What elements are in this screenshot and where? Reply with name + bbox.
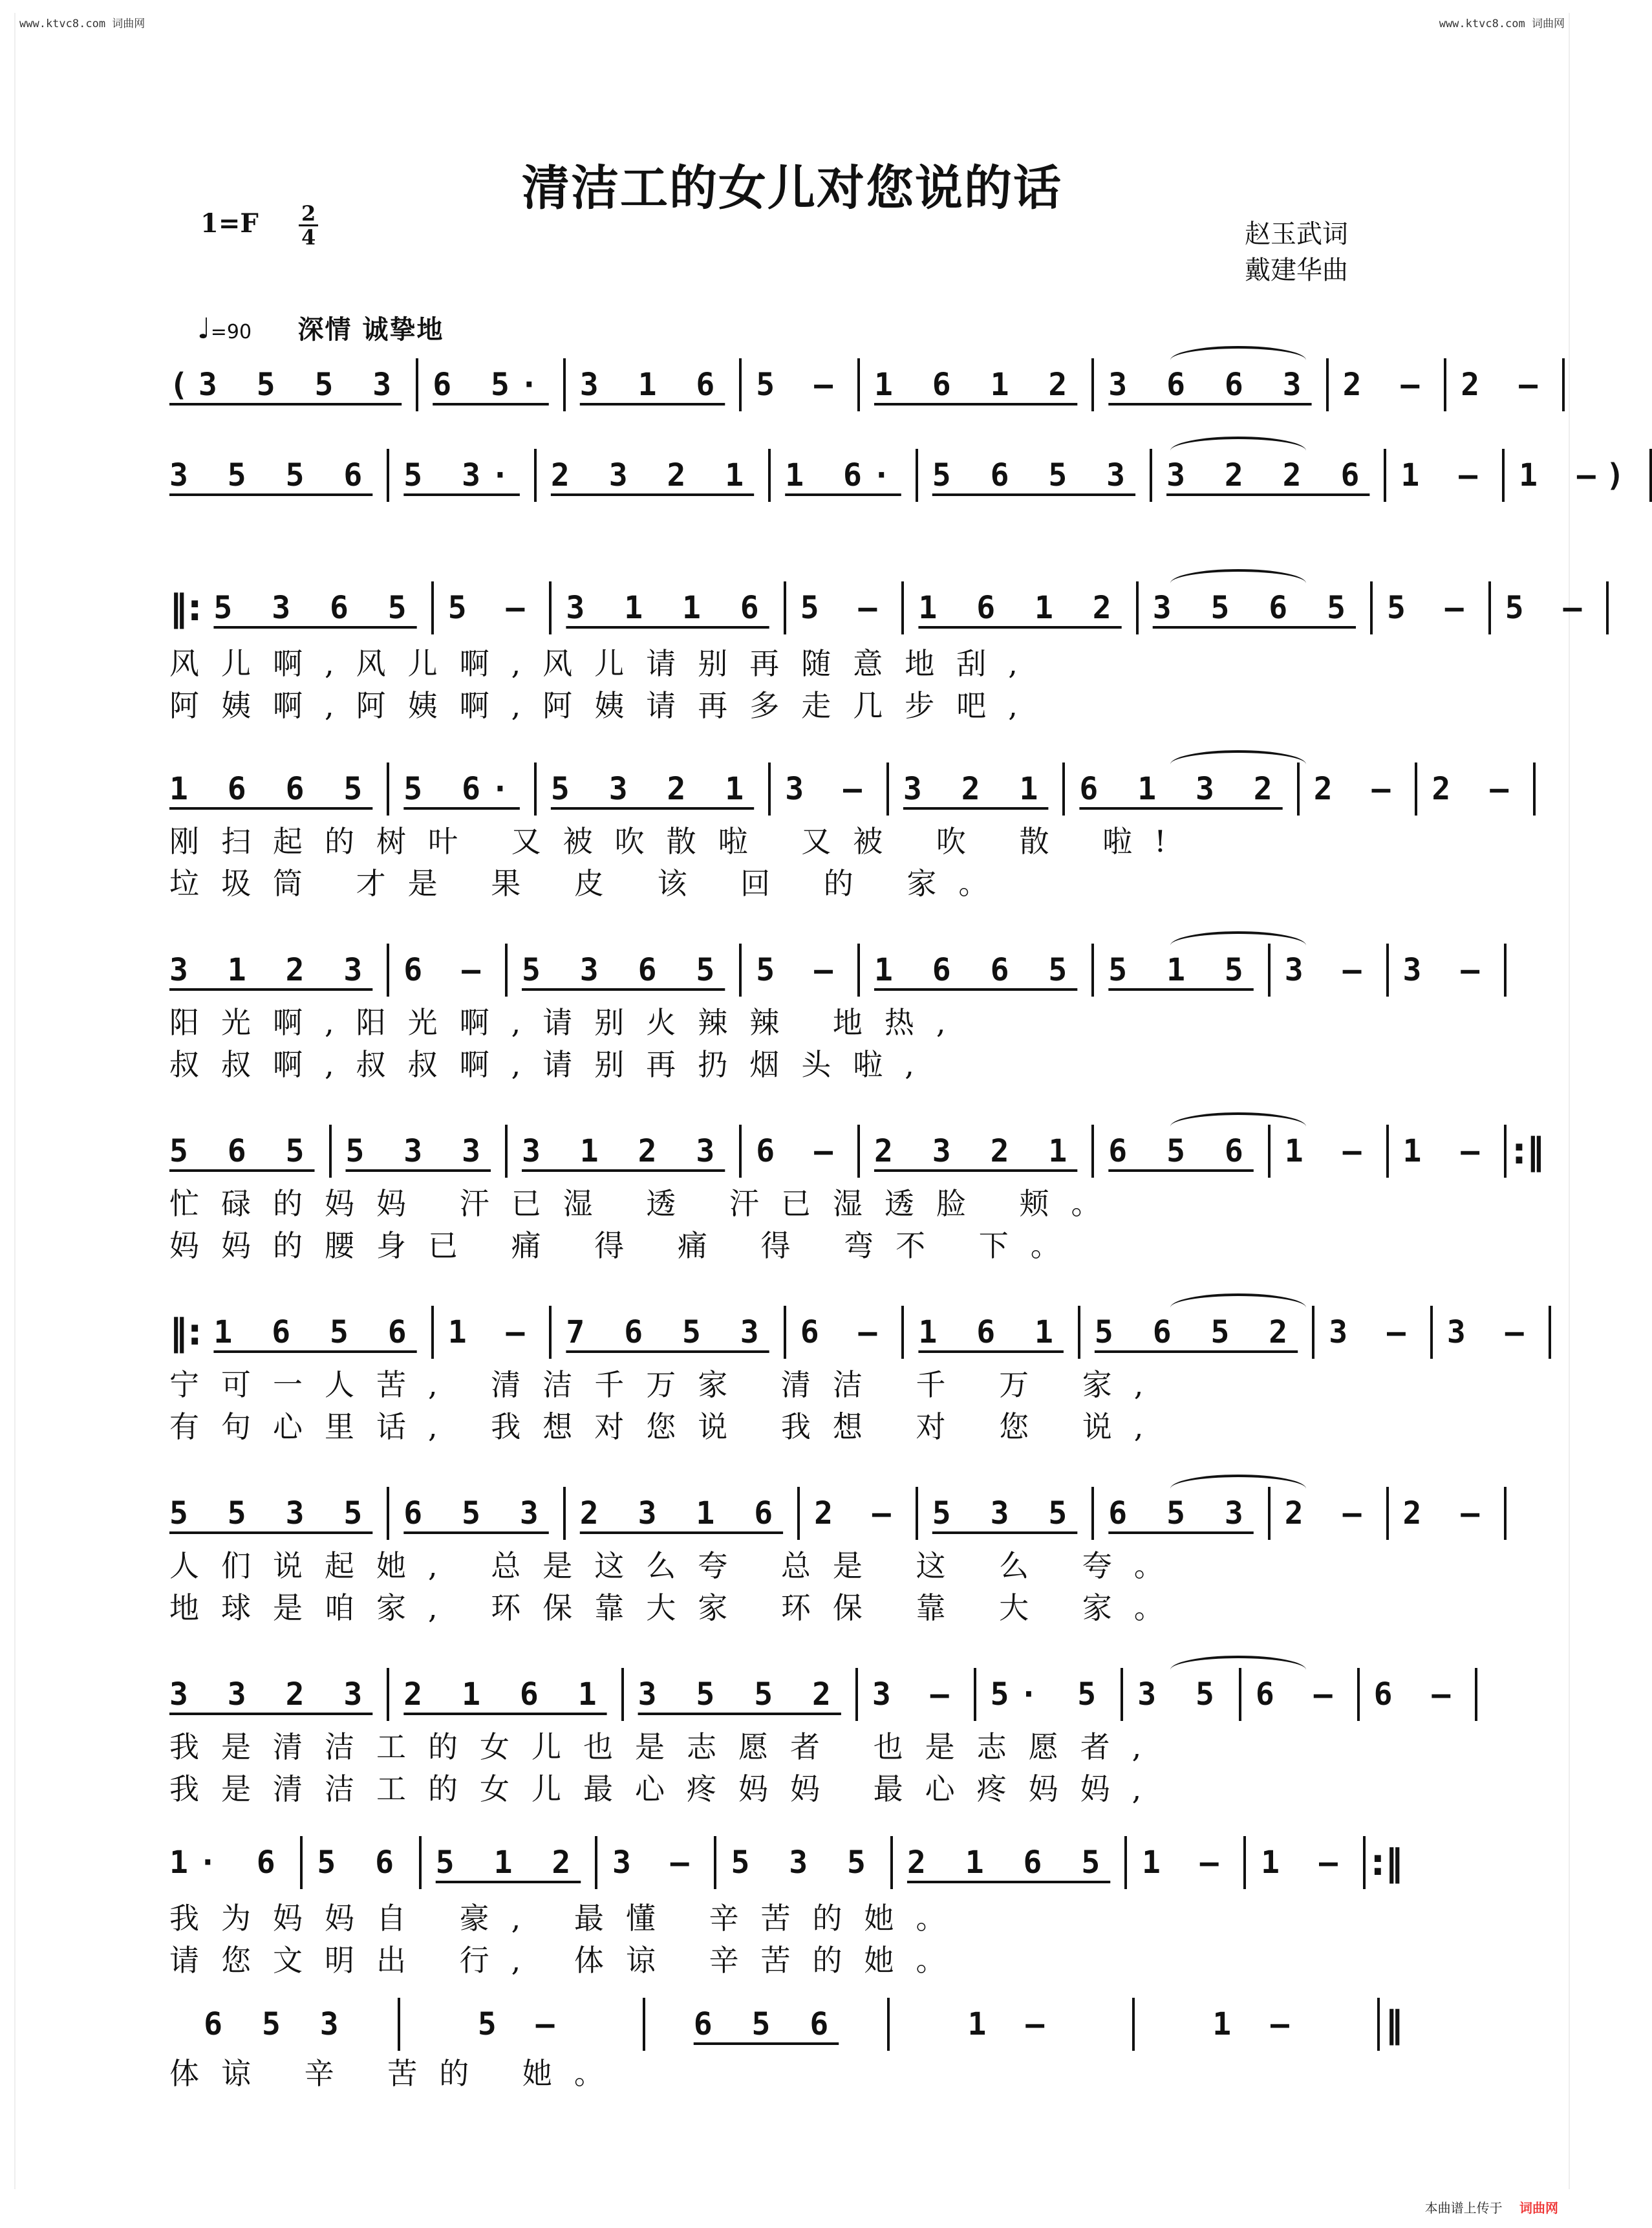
bar-line [886,762,889,816]
bar-line [1475,1668,1477,1721]
tempo-value: =90 [210,321,252,343]
measure: 3 2 1 [903,771,1049,807]
measure: 1 – [447,1314,535,1350]
measure: 2 3 2 1 [874,1133,1078,1169]
bar-line [1243,1836,1246,1889]
bar-line [1430,1306,1433,1359]
bar-line [857,358,860,411]
bar-line [1504,1125,1507,1178]
bar-line [595,1836,597,1889]
bar-line [387,1487,389,1540]
bar-line [329,1125,332,1178]
quarter-note-icon: ♩ [197,312,211,345]
bar-line [1357,1668,1360,1721]
bar-line [1062,762,1065,816]
measure: 1 6 1 2 [918,590,1122,626]
composer: 戴建华曲 [1245,255,1348,285]
bar-line [1502,449,1505,502]
lyric-line: 刚扫起的树叶 又被吹散啦 又被 吹 散 啦! [169,824,1188,859]
measure: 5 – [756,367,843,403]
measure: 3 5 [1137,1676,1225,1713]
bar-line [431,581,434,634]
tempo-marking [197,309,444,346]
measure: 5 3 2 1 [550,771,755,807]
bar-line [887,1998,890,2051]
footer-text: 本曲谱上传于 [1424,2200,1503,2216]
bar-line [1370,581,1373,634]
measure: 6 – [800,1314,888,1350]
measure: 2 – [1313,771,1401,807]
measure: 1 – [1141,1844,1229,1881]
measure: 6 5· [433,367,549,403]
left-margin-strip [0,13,16,2189]
measure: 5 3 6 5 [213,590,417,626]
bar-line [1091,1125,1094,1178]
bar-line [1533,762,1536,816]
measure: 2 1 6 5 [906,1844,1111,1881]
measure: 3 5 6 5 [1152,590,1356,626]
bar-line [1562,358,1565,411]
measure: 1 – [967,2006,1055,2042]
measure: 5 – [756,952,843,988]
measure: 3 – [1402,952,1490,988]
bar-line [768,762,771,816]
lyric-line: 妈妈的腰身已 痛 得 痛 得 弯不 下。 [169,1228,1082,1263]
bar-line [901,581,904,634]
measure: 5 6 5 2 [1094,1314,1298,1350]
bar-line [1363,1836,1366,1889]
measure: 2 1 6 1 [403,1676,607,1713]
lyric-line: 我是清洁工的女儿最心疼妈妈 最心疼妈妈, [169,1771,1164,1806]
bar-line [387,449,389,502]
measure: 6 5 3 [204,2006,349,2042]
bar-line [419,1836,422,1889]
bar-line [714,1836,716,1889]
measure: 3 – [1284,952,1372,988]
bar-line [1091,358,1094,411]
tie-slur [1170,437,1306,465]
measure: 6 5 3 [403,1495,549,1531]
bar-line [916,1487,918,1540]
measure: 2 – [1284,1495,1372,1531]
bar-line [1386,1125,1389,1178]
bar-line [784,1306,786,1359]
bar-line [534,449,537,502]
measure: 2 3 2 1 [550,457,755,493]
expression-marking: 深情 诚挚地 [297,315,444,345]
tie-slur [1170,346,1306,374]
measure: 3 – [1446,1314,1534,1350]
bar-line [505,944,508,997]
measure: 3 1 6 [579,367,725,403]
site-header-left[interactable]: www.ktvc8.com 词曲网 [19,17,145,30]
bar-line [387,944,389,997]
lyric-line: 体谅 辛 苦的 她。 [169,2056,626,2091]
measure: 6 – [756,1133,843,1169]
end-repeat-sign: :‖ [1512,1130,1545,1173]
score-row [169,1992,1415,2057]
bar-line [1384,449,1386,502]
measure: 1 – [1212,2006,1300,2042]
bar-line [549,1306,552,1359]
bar-line [901,1306,904,1359]
measure: 3 3 2 3 [169,1676,373,1713]
bar-line [1549,1306,1551,1359]
measure: 3 – [872,1676,960,1713]
bar-line [387,762,389,816]
measure: 3 2 2 6 [1166,457,1370,493]
tie-slur [1170,1293,1306,1322]
right-margin-strip [1569,13,1584,2189]
measure: 5 6 5 3 [932,457,1136,493]
measure: 1 – [1261,1844,1348,1881]
bar-line [1377,1998,1380,2051]
tie-slur [1170,1656,1306,1684]
measure: 3 1 2 3 [169,952,373,988]
measure: 1 6· [785,457,901,493]
measure: 5 – [1505,590,1593,626]
bar-line [1444,358,1446,411]
key-signature: 1=F [200,208,259,239]
measure: 1 6 1 2 [874,367,1078,403]
lyric-line: 阿姨啊,阿姨啊,阿姨请再多走几步吧, [169,688,1040,723]
measure: 6 – [403,952,491,988]
bar-line [387,1668,389,1721]
song-title: 清洁工的女儿对您说的话 [522,160,1062,216]
measure: 6 5 6 [693,2006,839,2042]
measure: 5 3 5 [731,1844,876,1881]
measure: 5 3 3 [345,1133,491,1169]
bar-line [1504,1487,1507,1540]
bar-line [1386,1487,1389,1540]
bar-line [1078,1306,1080,1359]
lyric-line: 宁可一人苦, 清洁千万家 清洁 千 万 家, [169,1367,1166,1402]
bar-line [534,762,537,816]
bar-line [643,1998,645,2051]
measure: 3 – [612,1844,700,1881]
measure: 5 5 3 5 [169,1495,373,1531]
bar-line [739,944,742,997]
measure: 1 6 5 6 [213,1314,417,1350]
measure: 1 –) [1519,457,1635,493]
footer-brand[interactable]: 词曲网 [1519,2200,1558,2216]
lyric-line: 我为妈妈自 豪, 最懂 辛苦的她。 [169,1901,968,1936]
bar-line [1606,581,1609,634]
measure: 5 – [1387,590,1474,626]
lyric-line: 请您文明出 行, 体谅 辛苦的她。 [169,1943,968,1978]
lyric-line: 我是清洁工的女儿也是志愿者 也是志愿者, [169,1729,1164,1764]
bar-line [1326,358,1329,411]
measure: 1 6 1 [918,1314,1064,1350]
bar-line [549,581,552,634]
bar-line [300,1836,303,1889]
measure: 1 – [1284,1133,1372,1169]
lyric-line: 阳光啊,阳光啊,请别火辣辣 地热, [169,1005,968,1040]
lyric-line: 叔叔啊,叔叔啊,请别再扔烟头啦, [169,1047,936,1082]
lyric-line: 有句心里话, 我想对您说 我想 对 您 说, [169,1409,1166,1444]
measure: 5 1 2 [435,1844,581,1881]
bar-line [1649,449,1652,502]
lyric-line: 风儿啊,风儿啊,风儿请别再随意地刮, [169,646,1040,681]
bar-line [768,449,771,502]
measure: 6 1 3 2 [1079,771,1283,807]
bar-line [857,1125,860,1178]
measure: 2 – [1342,367,1430,403]
end-repeat-sign: :‖ [1370,1841,1403,1884]
lyric-line: 忙碌的妈妈 汗已湿 透 汗已湿透脸 颊。 [169,1186,1123,1221]
bar-line [416,358,418,411]
final-bar-line: ‖ [1384,2003,1403,2046]
measure: (3 5 5 3 [169,367,402,403]
measure: 2 3 1 6 [579,1495,784,1531]
bar-line [916,449,918,502]
measure: 1· 6 [169,1844,286,1881]
bar-line [1415,762,1417,816]
bar-line [857,944,860,997]
bar-line [739,358,742,411]
measure: 2 – [1402,1495,1490,1531]
measure: 5 – [800,590,888,626]
lyricist: 赵玉武词 [1245,219,1348,249]
measure: 3 – [785,771,872,807]
measure: 3 – [1329,1314,1416,1350]
tie-slur [1170,1112,1306,1141]
bar-line [1121,1668,1123,1721]
bar-line [1136,581,1139,634]
bar-line [855,1668,858,1721]
start-repeat-sign: ‖: [169,1311,202,1354]
measure: 6 5 6 [1108,1133,1254,1169]
bar-line [1386,944,1389,997]
bar-line [1091,944,1094,997]
bar-line [784,581,786,634]
measure: 3 5 5 2 [638,1676,841,1713]
bar-line [1150,449,1152,502]
tie-slur [1170,1475,1306,1503]
lyric-line: 人们说起她, 总是这么夸 总是 这 么 夸。 [169,1548,1186,1583]
measure: 2 – [1461,367,1548,403]
measure: 3 6 6 3 [1108,367,1312,403]
bar-line [398,1998,400,2051]
bar-line [1504,944,1507,997]
measure: 6 – [1373,1676,1461,1713]
measure: 6 5 3 [1108,1495,1254,1531]
footer [1425,2198,1558,2216]
measure: 5 – [447,590,535,626]
measure: 2 – [814,1495,901,1531]
start-repeat-sign: ‖: [169,587,202,629]
measure: 5 6 5 [169,1133,315,1169]
bar-line [563,358,566,411]
measure: 5 3 5 [932,1495,1078,1531]
meter-denominator: 4 [301,225,316,250]
bar-line [431,1306,434,1359]
measure: 6 – [1255,1676,1343,1713]
measure: 5 3· [403,457,520,493]
score-row [169,1830,1415,1895]
bar-line [563,1487,566,1540]
measure: 5· 5 [990,1676,1107,1713]
measure: 3 1 2 3 [522,1133,725,1169]
tie-slur [1170,569,1306,598]
measure: 1 6 6 5 [169,771,373,807]
meter-numerator: 2 [299,202,318,226]
bar-line [505,1125,508,1178]
measure: 1 – [1402,1133,1490,1169]
lyric-line: 地球是咱家, 环保靠大家 环保 靠 大 家。 [169,1590,1186,1625]
measure: 2 – [1432,771,1519,807]
measure: 5 3 6 5 [522,952,725,988]
measure: 5 6 [317,1844,405,1881]
bar-line [1132,1998,1135,2051]
bar-line [1091,1487,1094,1540]
time-signature [299,202,318,248]
measure: 5 1 5 [1108,952,1254,988]
tie-slur [1170,931,1306,960]
site-header-right[interactable]: www.ktvc8.com 词曲网 [1439,17,1565,30]
bar-line [1312,1306,1314,1359]
measure: 3 1 1 6 [566,590,769,626]
bar-line [974,1668,976,1721]
measure: 1 – [1400,457,1488,493]
measure: 1 6 6 5 [874,952,1078,988]
bar-line [739,1125,742,1178]
measure: 3 5 5 6 [169,457,373,493]
bar-line [1488,581,1491,634]
lyric-line: 垃圾筒 才是 果 皮 该 回 的 家。 [169,866,1011,901]
measure: 7 6 5 3 [566,1314,769,1350]
bar-line [890,1836,893,1889]
measure: 5 – [477,2006,565,2042]
bar-line [1124,1836,1127,1889]
measure: 5 6· [403,771,520,807]
credits [1245,216,1348,288]
bar-line [621,1668,624,1721]
bar-line [797,1487,800,1540]
tie-slur [1170,750,1306,779]
